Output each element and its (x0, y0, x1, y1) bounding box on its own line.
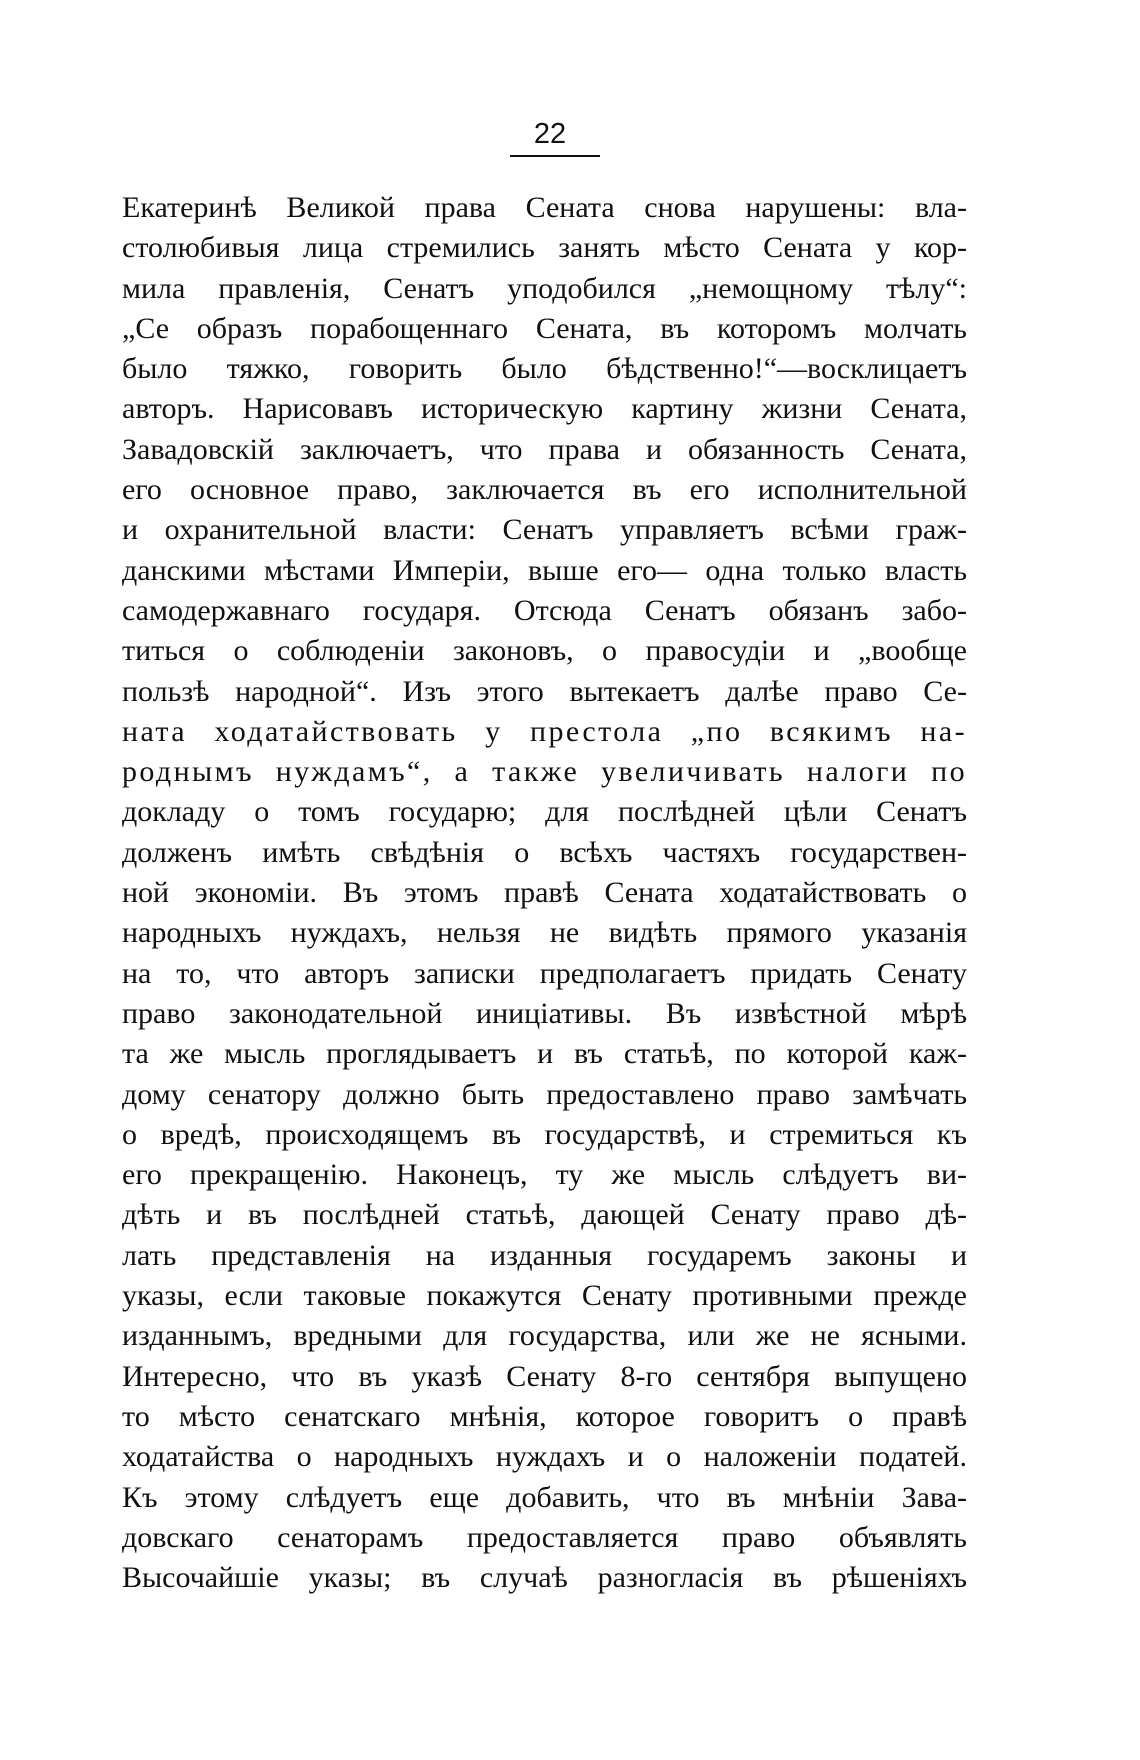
text-line: данскими мѣстами Имперіи, выше его— одна только власть (122, 553, 967, 587)
text-line: Къ этому слѣдуетъ еще добавить, что въ мнѣніи Зава- (122, 1480, 967, 1514)
text-line: титься о соблюденіи законовъ, о правосудіи и „вообще (122, 634, 967, 668)
text-line: авторъ. Нарисовавъ историческую картину жизни Сената, (122, 392, 967, 426)
text-line: Интересно, что въ указѣ Сенату 8-го сентября выпущено (122, 1359, 967, 1393)
text-line: Высочайшіе указы; въ случаѣ разногласія въ рѣшеніяхъ (122, 1561, 967, 1595)
text-line: Екатеринѣ Великой права Сената снова нарушены: вла- (122, 191, 967, 224)
text-line: изданнымъ, вредными для государства, или же не ясными. (122, 1319, 967, 1353)
text-line: столюбивыя лица стремились занять мѣсто Сената у кор- (122, 231, 967, 265)
text-line: дому сенатору должно быть предоставлено право замѣчать (122, 1077, 967, 1111)
text-line: докладу о томъ государю; для послѣдней цѣли Сенатъ (122, 795, 967, 829)
text-line: его прекращенію. Наконецъ, ту же мысль слѣдуетъ ви- (122, 1158, 967, 1192)
text-line: „Се образъ порабощеннаго Сената, въ которомъ молчать (122, 311, 967, 345)
page-number: 22 (533, 118, 567, 150)
text-line: то мѣсто сенатскаго мнѣнія, которое говоритъ о правѣ (122, 1399, 967, 1433)
text-line: указы, если таковые покажутся Сенату противными прежде (122, 1279, 967, 1313)
text-line: долженъ имѣть свѣдѣнія о всѣхъ частяхъ государствен- (122, 835, 967, 869)
text-line: народныхъ нуждахъ, нельзя не видѣть прямого указанія (122, 916, 967, 950)
text-line: самодержавнаго государя. Отсюда Сенатъ обязанъ забо- (122, 593, 967, 627)
text-line: мила правленія, Сенатъ уподобился „немощному тѣлу“: (122, 271, 967, 305)
text-line: лать представленія на изданныя государемъ законы и (122, 1238, 967, 1272)
text-line: Завадовскій заключаетъ, что права и обязанность Сената, (122, 432, 967, 466)
text-line: дѣть и въ послѣдней статьѣ, дающей Сенату право дѣ- (122, 1198, 967, 1232)
text-line: ной экономіи. Въ этомъ правѣ Сената ходатайствовать о (122, 876, 967, 910)
text-line: и охранительной власти: Сенатъ управляетъ всѣми граж- (122, 513, 967, 547)
text-line: ната ходатайствовать у престола „по всякимъ на- (122, 714, 967, 748)
text-line: право законодательной иниціативы. Въ извѣстной мѣрѣ (122, 996, 967, 1030)
text-line: ходатайства о народныхъ нуждахъ и о наложеніи податей. (122, 1440, 967, 1474)
text-line: о вредѣ, происходящемъ въ государствѣ, и стремиться къ (122, 1117, 967, 1151)
page-number-rule (510, 155, 600, 157)
text-line: та же мысль проглядываетъ и въ статьѣ, по которой каж- (122, 1037, 967, 1071)
text-line: роднымъ нуждамъ“, а также увеличивать налоги по (122, 755, 967, 789)
text-line: на то, что авторъ записки предполагаетъ придать Сенату (122, 956, 967, 990)
text-line: пользѣ народной“. Изъ этого вытекаетъ далѣе право Се- (122, 674, 967, 708)
text-line: довскаго сенаторамъ предоставляется право объявлять (122, 1520, 967, 1554)
text-line: его основное право, заключается въ его исполнительной (122, 473, 967, 507)
body-text (122, 188, 967, 1598)
text-line: было тяжко, говорить было бѣдственно!“—восклицаетъ (122, 352, 967, 386)
